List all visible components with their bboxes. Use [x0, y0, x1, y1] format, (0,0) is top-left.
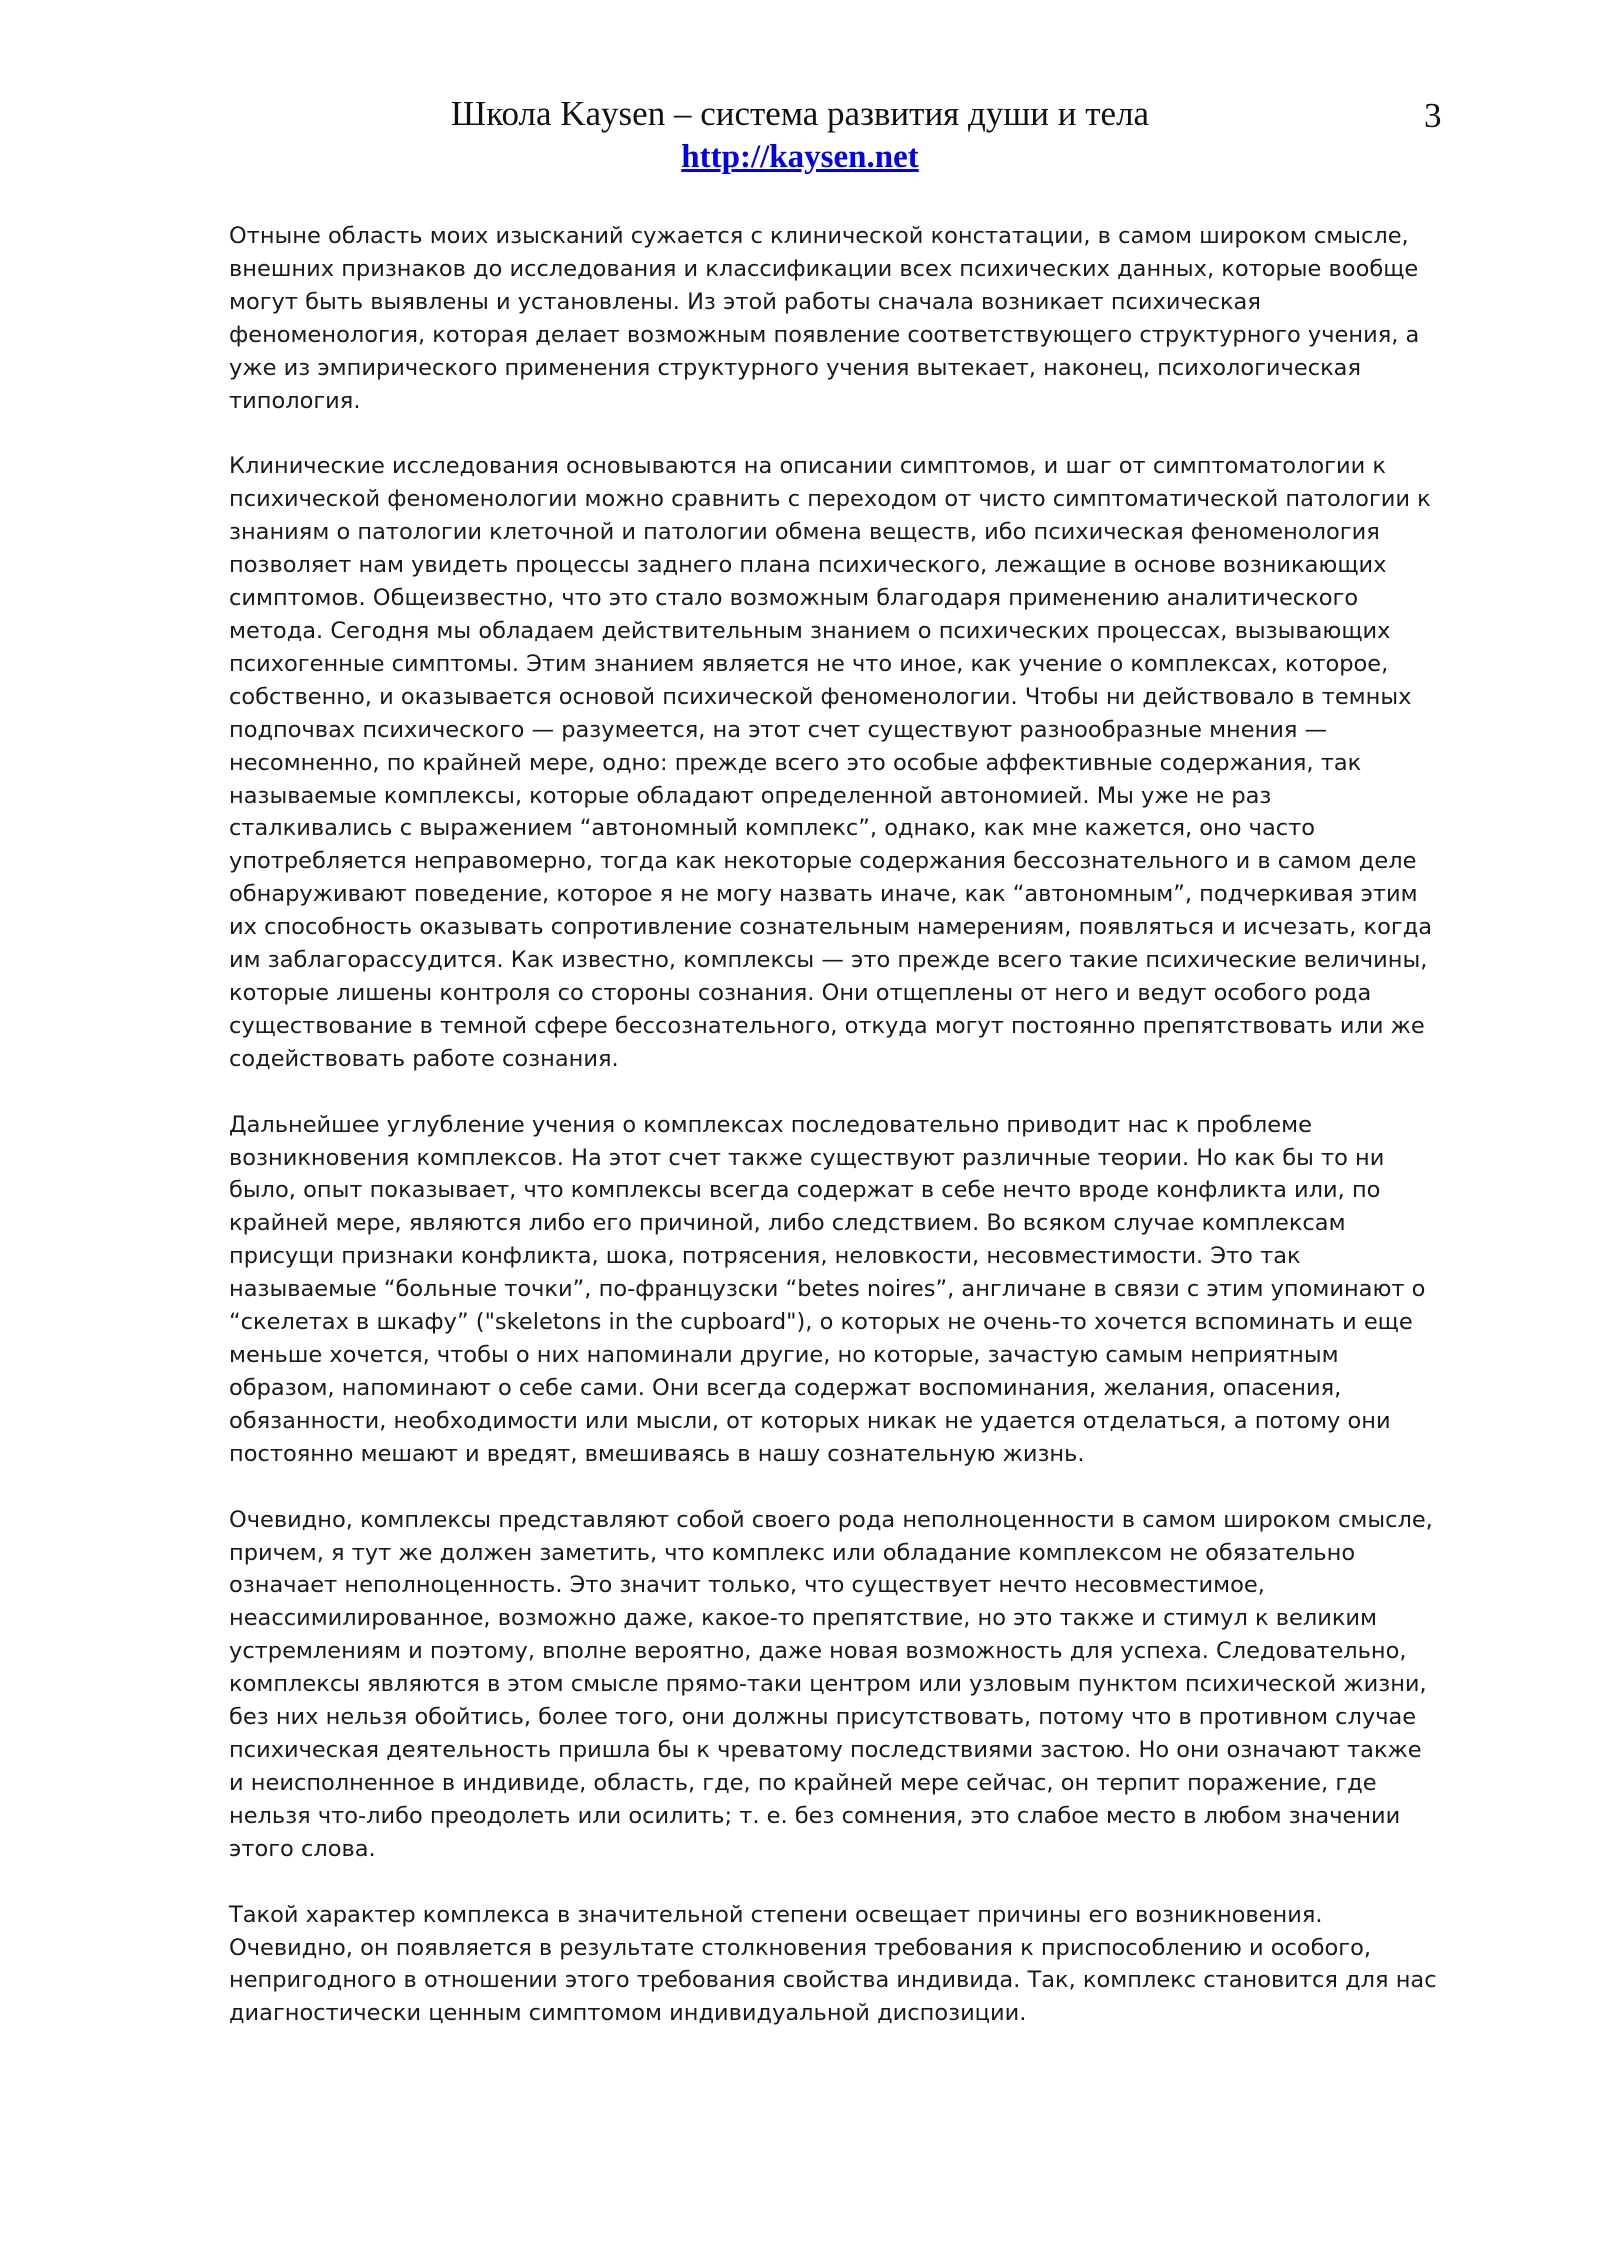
- document-body: [229, 220, 1441, 2063]
- paragraph: Очевидно, комплексы представляют собой своего рода неполноценности в самом широком смысле, причем, я тут же должен заметить, что комплекс или обладание комплексом не обязательно означает неполноценность. Это значит только, что существует нечто несовместимое, неассимилированное, возможно даже, какое-то препятствие, но это также и стимул к великим устремлениям и поэтому, вполне вероятно, даже новая возможность для успеха. Следовательно, комплексы являются в этом смысле прямо-таки центром или узловым пунктом психической жизни, без них нельзя обойтись, более того, они должны присутствовать, потому что в противном случае психическая деятельность пришла бы к чреватому последствиями застою. Но они означают также и неисполненное в индивиде, область, где, по крайней мере сейчас, он терпит поражение, где нельзя что-либо преодолеть или осилить; т. е. без сомнения, это слабое место в любом значении этого слова.: [229, 1506, 1433, 1862]
- paragraph: Отныне область моих изысканий сужается с клинической констатации, в самом широком смысле, внешних признаков до исследования и классификации всех психических данных, которые вообще могут быть выявлены и установлены. Из этой работы сначала возникает психическая феноменология, которая делает возможным появление соответствующего структурного учения, а уже из эмпирического применения структурного учения вытекает, наконец, психологическая типология.: [229, 223, 1420, 414]
- paragraph: Такой характер комплекса в значительной степени освещает причины его возникновения. Очевидно, он появляется в результате столкновения требования к приспособлению и особого, непригодного в отношении этого требования свойства индивида. Так, комплекс становится для нас диагностически ценным симптомом индивидуальной диспозиции.: [229, 1901, 1437, 2027]
- page-header: [0, 92, 1600, 178]
- header-link[interactable]: http://kaysen.net: [681, 139, 919, 175]
- header-title: Школа Kaysen – система развития души и тела: [450, 94, 1150, 133]
- page-number: 3: [1424, 96, 1442, 135]
- paragraph: Дальнейшее углубление учения о комплексах последовательно приводит нас к проблеме возникновения комплексов. На этот счет также существуют различные теории. Но как бы то ни было, опыт показывает, что комплексы всегда содержат в себе нечто вроде конфликта или, по крайней мере, являются либо его причиной, либо следствием. Во всяком случае комплексам присущи признаки конфликта, шока, потрясения, неловкости, несовместимости. Это так называемые “больные точки”, по-французски “betes noires”, англичане в связи с этим упоминают о “скелетах в шкафу” ("skeletons in the cupboard"), о которых не очень-то хочется вспоминать и еще меньше хочется, чтобы о них напоминали другие, но которые, зачастую самым неприятным образом, напоминают о себе сами. Они всегда содержат воспоминания, желания, опасения, обязанности, необходимости или мысли, от которых никак не удается отделаться, а потому они постоянно мешают и вредят, вмешиваясь в нашу сознательную жизнь.: [229, 1111, 1426, 1467]
- paragraph: Клинические исследования основываются на описании симптомов, и шаг от симптоматологии к психической феноменологии можно сравнить с переходом от чисто симптоматической патологии к знаниям о патологии клеточной и патологии обмена веществ, ибо психическая феноменология позволяет нам увидеть процессы заднего плана психического, лежащие в основе возникающих симптомов. Общеизвестно, что это стало возможным благодаря применению аналитического метода. Сегодня мы обладаем действительным знанием о психических процессах, вызывающих психогенные симптомы. Этим знанием является не что иное, как учение о комплексах, которое, собственно, и оказывается основой психической феноменологии. Чтобы ни действовало в темных подпочвах психического — разумеется, на этот счет существуют разнообразные мнения — несомненно, по крайней мере, одно: прежде всего это особые аффективные содержания, так называемые комплексы, которые обладают определенной автономией. Мы уже не раз сталкивались с выражением “автономный комплекс”, однако, как мне кажется, оно часто употребляется неправомерно, тогда как некоторые содержания бессознательного и в самом деле обнаруживают поведение, которое я не могу назвать иначе, как “автономным”, подчеркивая этим их способность оказывать сопротивление сознательным намерениям, появляться и исчезать, когда им заблагорассудится. Как известно, комплексы — это прежде всего такие психические величины, которые лишены контроля со стороны сознания. Они отщеплены от него и ведут особого рода существование в темной сфере бессознательного, откуда могут постоянно препятствовать или же содействовать работе сознания.: [229, 453, 1433, 1072]
